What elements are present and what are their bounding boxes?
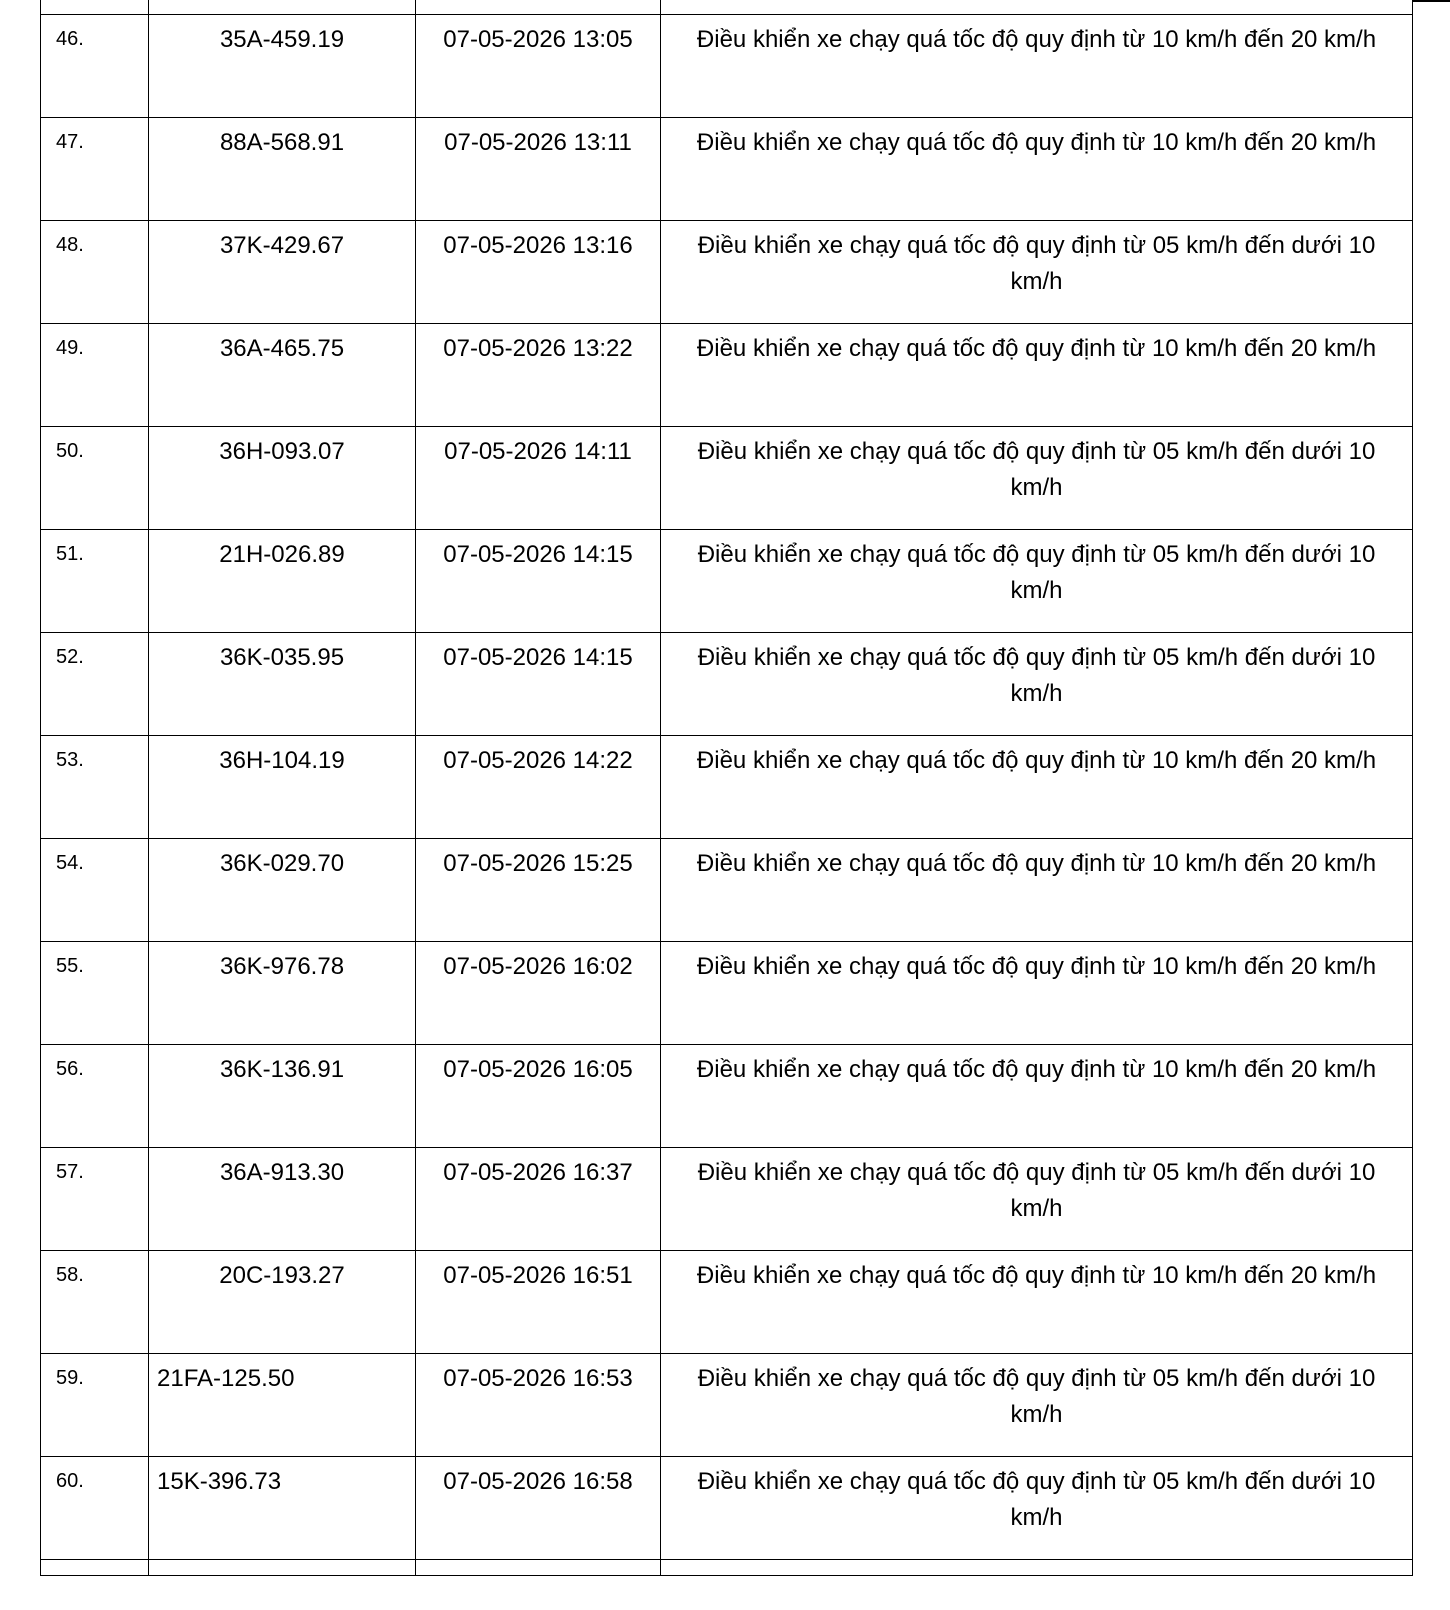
license-plate: 36K-976.78 bbox=[149, 942, 416, 1045]
table-row bbox=[41, 1354, 1413, 1457]
row-index: 49. bbox=[41, 324, 149, 427]
violation-time: 07-05-2026 16:53 bbox=[416, 1354, 661, 1457]
violation-time: 07-05-2026 14:15 bbox=[416, 530, 661, 633]
table-row bbox=[41, 736, 1413, 839]
row-index: 58. bbox=[41, 1251, 149, 1354]
license-plate: 36H-093.07 bbox=[149, 427, 416, 530]
table-row bbox=[41, 633, 1413, 736]
top-rule bbox=[1412, 0, 1450, 2]
violation-description: Điều khiển xe chạy quá tốc độ quy định từ 10 km/h đến 20 km/h bbox=[661, 1045, 1413, 1148]
violation-time: 07-05-2026 16:58 bbox=[416, 1457, 661, 1560]
violation-time: 07-05-2026 13:16 bbox=[416, 221, 661, 324]
violations-table-body bbox=[41, 0, 1413, 1576]
table-row bbox=[41, 1045, 1413, 1148]
license-plate: 88A-568.91 bbox=[149, 118, 416, 221]
license-plate: 15K-396.73 bbox=[149, 1457, 416, 1560]
table-cell-empty bbox=[149, 1560, 416, 1576]
violation-time: 07-05-2026 16:37 bbox=[416, 1148, 661, 1251]
violation-time: 07-05-2026 16:02 bbox=[416, 942, 661, 1045]
violation-time: 07-05-2026 14:22 bbox=[416, 736, 661, 839]
license-plate: 37K-429.67 bbox=[149, 221, 416, 324]
violation-time: 07-05-2026 13:11 bbox=[416, 118, 661, 221]
table-row bbox=[41, 15, 1413, 118]
row-index: 52. bbox=[41, 633, 149, 736]
row-index: 54. bbox=[41, 839, 149, 942]
violation-description: Điều khiển xe chạy quá tốc độ quy định từ 05 km/h đến dưới 10 km/h bbox=[661, 221, 1413, 324]
violations-table bbox=[40, 0, 1413, 1576]
license-plate: 36K-035.95 bbox=[149, 633, 416, 736]
violation-time: 07-05-2026 14:11 bbox=[416, 427, 661, 530]
row-index: 60. bbox=[41, 1457, 149, 1560]
license-plate: 21H-026.89 bbox=[149, 530, 416, 633]
violation-time: 07-05-2026 15:25 bbox=[416, 839, 661, 942]
row-index: 46. bbox=[41, 15, 149, 118]
violation-time: 07-05-2026 16:51 bbox=[416, 1251, 661, 1354]
table-row-stub-bottom bbox=[41, 1560, 1413, 1576]
license-plate: 36H-104.19 bbox=[149, 736, 416, 839]
violation-description: Điều khiển xe chạy quá tốc độ quy định từ 10 km/h đến 20 km/h bbox=[661, 942, 1413, 1045]
violation-description: Điều khiển xe chạy quá tốc độ quy định từ 10 km/h đến 20 km/h bbox=[661, 839, 1413, 942]
table-row bbox=[41, 530, 1413, 633]
table-row bbox=[41, 118, 1413, 221]
table-row bbox=[41, 1148, 1413, 1251]
table-row bbox=[41, 221, 1413, 324]
table-row bbox=[41, 942, 1413, 1045]
license-plate: 35A-459.19 bbox=[149, 15, 416, 118]
row-index: 48. bbox=[41, 221, 149, 324]
license-plate: 20C-193.27 bbox=[149, 1251, 416, 1354]
table-row bbox=[41, 1251, 1413, 1354]
violation-time: 07-05-2026 13:05 bbox=[416, 15, 661, 118]
license-plate: 36K-136.91 bbox=[149, 1045, 416, 1148]
row-index: 55. bbox=[41, 942, 149, 1045]
row-index: 57. bbox=[41, 1148, 149, 1251]
row-index: 59. bbox=[41, 1354, 149, 1457]
license-plate: 36K-029.70 bbox=[149, 839, 416, 942]
violation-description: Điều khiển xe chạy quá tốc độ quy định từ 10 km/h đến 20 km/h bbox=[661, 1251, 1413, 1354]
violation-time: 07-05-2026 13:22 bbox=[416, 324, 661, 427]
table-cell-empty bbox=[41, 1560, 149, 1576]
table-row bbox=[41, 839, 1413, 942]
violation-description: Điều khiển xe chạy quá tốc độ quy định từ 05 km/h đến dưới 10 km/h bbox=[661, 530, 1413, 633]
row-index: 50. bbox=[41, 427, 149, 530]
table-cell-empty bbox=[661, 1560, 1413, 1576]
table-cell-empty bbox=[416, 1560, 661, 1576]
row-index: 56. bbox=[41, 1045, 149, 1148]
violation-description: Điều khiển xe chạy quá tốc độ quy định từ 05 km/h đến dưới 10 km/h bbox=[661, 1148, 1413, 1251]
violation-time: 07-05-2026 14:15 bbox=[416, 633, 661, 736]
violation-description: Điều khiển xe chạy quá tốc độ quy định từ 10 km/h đến 20 km/h bbox=[661, 324, 1413, 427]
violation-description: Điều khiển xe chạy quá tốc độ quy định từ 05 km/h đến dưới 10 km/h bbox=[661, 1354, 1413, 1457]
table-row bbox=[41, 427, 1413, 530]
violation-description: Điều khiển xe chạy quá tốc độ quy định từ 05 km/h đến dưới 10 km/h bbox=[661, 1457, 1413, 1560]
violation-description: Điều khiển xe chạy quá tốc độ quy định từ 10 km/h đến 20 km/h bbox=[661, 118, 1413, 221]
violation-description: Điều khiển xe chạy quá tốc độ quy định từ 05 km/h đến dưới 10 km/h bbox=[661, 633, 1413, 736]
violation-description: Điều khiển xe chạy quá tốc độ quy định từ 10 km/h đến 20 km/h bbox=[661, 736, 1413, 839]
license-plate: 21FA-125.50 bbox=[149, 1354, 416, 1457]
violation-description: Điều khiển xe chạy quá tốc độ quy định từ 05 km/h đến dưới 10 km/h bbox=[661, 427, 1413, 530]
violation-description: Điều khiển xe chạy quá tốc độ quy định từ 10 km/h đến 20 km/h bbox=[661, 15, 1413, 118]
license-plate: 36A-913.30 bbox=[149, 1148, 416, 1251]
table-row-stub-top bbox=[41, 0, 1413, 15]
table-row bbox=[41, 1457, 1413, 1560]
row-index: 47. bbox=[41, 118, 149, 221]
violation-time: 07-05-2026 16:05 bbox=[416, 1045, 661, 1148]
row-index: 51. bbox=[41, 530, 149, 633]
license-plate: 36A-465.75 bbox=[149, 324, 416, 427]
table-row bbox=[41, 324, 1413, 427]
row-index: 53. bbox=[41, 736, 149, 839]
